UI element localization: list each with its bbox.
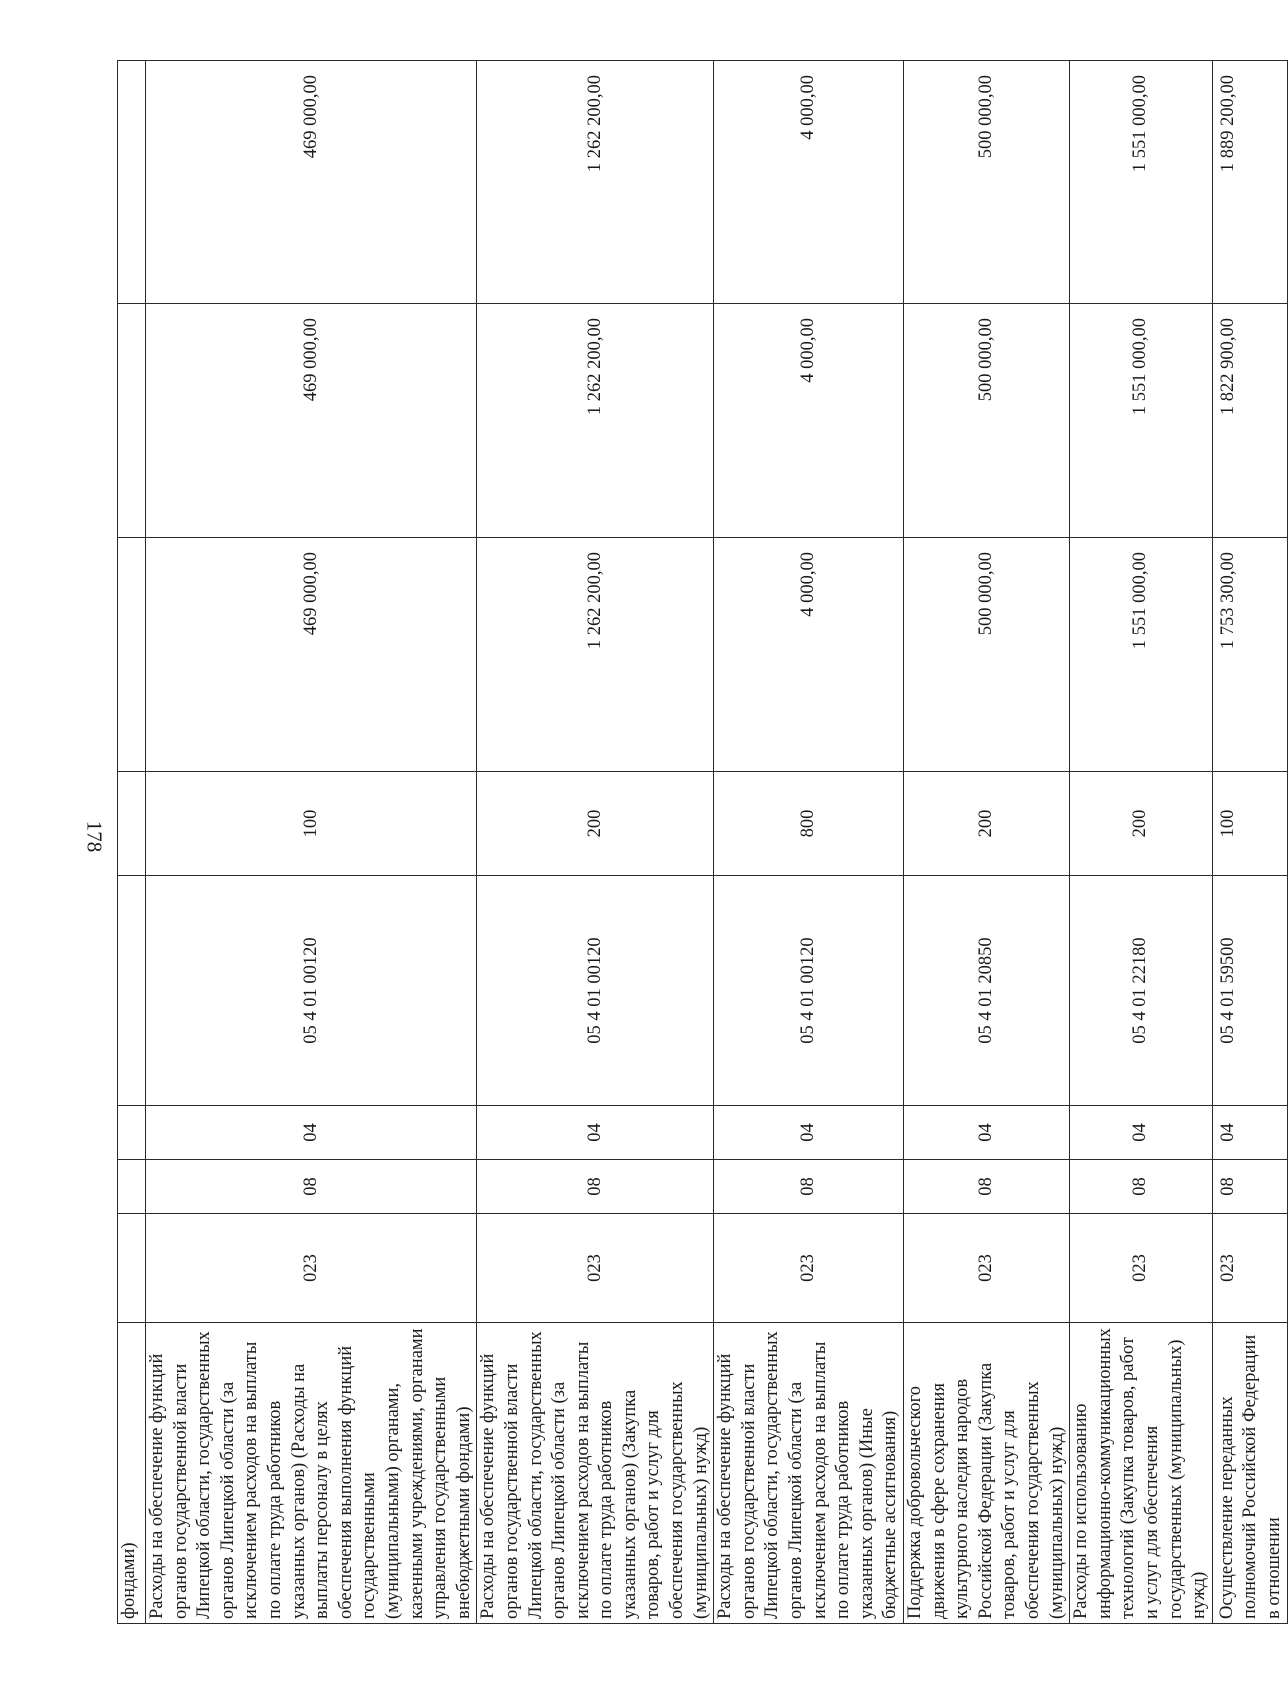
target-article-code: 05 4 01 20850 — [904, 876, 1070, 1106]
expense-type-code: 100 — [1212, 772, 1287, 876]
subsection-code: 04 — [714, 1106, 904, 1160]
amount-year-3: 1 551 000,00 — [1070, 61, 1213, 304]
budget-table-body — [118, 61, 1288, 1624]
table-row — [477, 61, 714, 1624]
amount-year-3: 1 262 200,00 — [477, 61, 714, 304]
subsection-code: 04 — [904, 1106, 1070, 1160]
amount-year-1: 469 000,00 — [146, 538, 477, 772]
subsection-code: 04 — [1212, 1106, 1287, 1160]
amount-year-3 — [118, 61, 146, 304]
subsection-code: 04 — [1070, 1106, 1213, 1160]
amount-year-1 — [118, 538, 146, 772]
amount-year-3: 4 000,00 — [714, 61, 904, 304]
row-description: Осуществление переданных полномочий Российской Федерации в отношении — [1212, 1323, 1287, 1624]
ministry-code: 023 — [1070, 1214, 1213, 1323]
rotated-page-content — [117, 61, 1284, 1624]
target-article-code: 05 4 01 22180 — [1070, 876, 1213, 1106]
target-article-code: 05 4 01 00120 — [714, 876, 904, 1106]
row-description: Поддержка добровольческого движения в сфере сохранения культурного наследия народов Российской Федерации (Закупка товаров, работ и услуг для обеспечения государственных (муниципальных) нужд) — [904, 1323, 1070, 1624]
expense-type-code — [118, 772, 146, 876]
amount-year-2: 4 000,00 — [714, 304, 904, 538]
table-row — [118, 61, 146, 1624]
subsection-code: 04 — [146, 1106, 477, 1160]
section-code: 08 — [477, 1160, 714, 1214]
section-code: 08 — [146, 1160, 477, 1214]
ministry-code: 023 — [477, 1214, 714, 1323]
expense-type-code: 200 — [904, 772, 1070, 876]
section-code: 08 — [1212, 1160, 1287, 1214]
row-description: Расходы на обеспечение функций органов государственной власти Липецкой области, государственных органов Липецкой области (за исключением расходов на выплаты по оплате труда работников указанных органов) (Расходы на выплаты персоналу в целях обеспечения выполнения функций государственными (муниципальными) органами, казенными учреждениями, органами управления государственными внебюджетными фондами) — [146, 1323, 477, 1624]
ministry-code — [118, 1214, 146, 1323]
table-row — [1212, 61, 1287, 1624]
subsection-code — [118, 1106, 146, 1160]
expense-type-code: 200 — [477, 772, 714, 876]
ministry-code: 023 — [904, 1214, 1070, 1323]
section-code: 08 — [904, 1160, 1070, 1214]
amount-year-2: 1 822 900,00 — [1212, 304, 1287, 538]
amount-year-3: 1 889 200,00 — [1212, 61, 1287, 304]
target-article-code: 05 4 01 59500 — [1212, 876, 1287, 1106]
target-article-code: 05 4 01 00120 — [477, 876, 714, 1106]
subsection-code: 04 — [477, 1106, 714, 1160]
expense-type-code: 200 — [1070, 772, 1213, 876]
amount-year-1: 4 000,00 — [714, 538, 904, 772]
amount-year-2 — [118, 304, 146, 538]
table-row — [146, 61, 477, 1624]
target-article-code: 05 4 01 00120 — [146, 876, 477, 1106]
row-description: Расходы на обеспечение функций органов государственной власти Липецкой области, государственных органов Липецкой области (за исключением расходов на выплаты по оплате труда работников указанных органов) (Закупка товаров, работ и услуг для обеспечения государственных (муниципальных) нужд) — [477, 1323, 714, 1624]
budget-table — [117, 60, 1288, 1624]
amount-year-2: 1 262 200,00 — [477, 304, 714, 538]
amount-year-3: 469 000,00 — [146, 61, 477, 304]
ministry-code: 023 — [1212, 1214, 1287, 1323]
amount-year-1: 500 000,00 — [904, 538, 1070, 772]
row-description: Расходы по использованию информационно-коммуникационных технологий (Закупка товаров, работ и услуг для обеспечения государственных (муниципальных) нужд) — [1070, 1323, 1213, 1624]
table-row — [904, 61, 1070, 1624]
section-code: 08 — [714, 1160, 904, 1214]
amount-year-2: 469 000,00 — [146, 304, 477, 538]
row-description: Расходы на обеспечение функций органов государственной власти Липецкой области, государственных органов Липецкой области (за исключением расходов на выплаты по оплате труда работников указанных органов) (Иные бюджетные ассигнования) — [714, 1323, 904, 1624]
table-row — [714, 61, 904, 1624]
page-number: 178 — [82, 820, 107, 853]
ministry-code: 023 — [146, 1214, 477, 1323]
amount-year-1: 1 551 000,00 — [1070, 538, 1213, 772]
amount-year-3: 500 000,00 — [904, 61, 1070, 304]
amount-year-2: 500 000,00 — [904, 304, 1070, 538]
amount-year-1: 1 753 300,00 — [1212, 538, 1287, 772]
expense-type-code: 100 — [146, 772, 477, 876]
amount-year-2: 1 551 000,00 — [1070, 304, 1213, 538]
section-code — [118, 1160, 146, 1214]
ministry-code: 023 — [714, 1214, 904, 1323]
target-article-code — [118, 876, 146, 1106]
row-description: фондами) — [118, 1323, 146, 1624]
section-code: 08 — [1070, 1160, 1213, 1214]
table-row — [1070, 61, 1213, 1624]
expense-type-code: 800 — [714, 772, 904, 876]
amount-year-1: 1 262 200,00 — [477, 538, 714, 772]
